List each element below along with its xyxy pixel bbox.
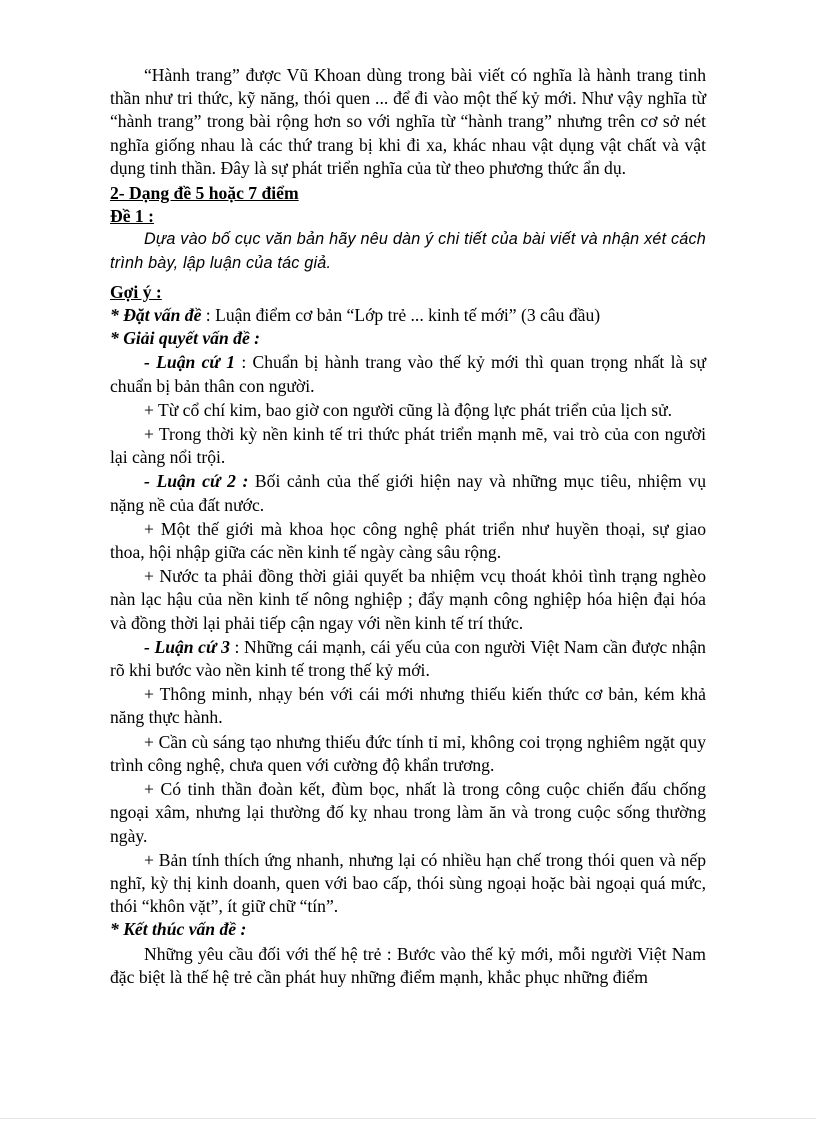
intro-point-label: * Đặt vấn đề: [110, 305, 202, 326]
argument-2: [110, 470, 706, 516]
intro-point-text: : Luận điểm cơ bản “Lớp trẻ ... kinh tế mới” (3 câu đầu): [201, 305, 601, 326]
hint-heading: Gợi ý :: [110, 281, 162, 302]
body-heading: * Giải quyết vấn đề :: [110, 328, 261, 349]
intro-paragraph: “Hành trang” được Vũ Khoan dùng trong bài viết có nghĩa là hành trang tinh thần như tri thức, kỹ năng, thói quen ... để đi vào một thế kỷ mới. Như vậy nghĩa từ “hành trang” trong bài rộng hơn so với nghĩa từ “hành trang” nhưng trên cơ sở nét nghĩa giống nhau là các thứ trang bị khi đi xa, khác nhau vật dụng vật chất và vật dụng tinh thần. Đây là sự phát triển nghĩa của từ theo phương thức ẩn dụ.: [110, 65, 706, 178]
argument-3: [110, 636, 706, 682]
argument-2-point-2: + Nước ta phải đồng thời giải quyết ba nhiệm vcụ thoát khỏi tình trạng nghèo nàn lạc hậu của nền kinh tế nông nghiệp ; đẩy mạnh công nghiệp hóa hiện đại hóa và đồng thời lại phải tiếp cận ngay với nền kinh tế trí thức.: [110, 566, 706, 633]
document-body: [110, 64, 706, 989]
exercise-title: Đề 1 :: [110, 206, 154, 227]
intro-point: [110, 304, 706, 327]
argument-2-point-1: + Một thế giới mà khoa học công nghệ phát triển như huyền thoại, sự giao thoa, hội nhập giữa các nền kinh tế ngày càng sâu rộng.: [110, 518, 706, 563]
argument-3-point-2: + Cần cù sáng tạo nhưng thiếu đức tính tỉ mỉ, không coi trọng nghiêm ngặt quy trình công nghệ, chưa quen với cường độ khẩn trương.: [110, 731, 706, 775]
conclusion-text: Những yêu cầu đối với thế hệ trẻ : Bước vào thế kỷ mới, mỗi người Việt Nam đặc biệt là thế hệ trẻ cần phát huy những điểm mạnh, khắc phục những điểm: [110, 943, 706, 987]
section-title: 2- Dạng đề 5 hoặc 7 điểm: [110, 183, 299, 204]
exercise-prompt: Dựa vào bố cục văn bản hãy nêu dàn ý chi tiết của bài viết và nhận xét cách trình bày, lập luận của tác giả.: [110, 230, 706, 272]
argument-3-label: - Luận cứ 3: [144, 636, 230, 657]
argument-3-point-1: + Thông minh, nhạy bén với cái mới nhưng thiếu kiến thức cơ bản, kém khả năng thực hành.: [110, 684, 706, 728]
argument-3-text: : Những cái mạnh, cái yếu của con người Việt Nam cần được nhận rõ khi bước vào nền kinh tế trong thế kỷ mới.: [110, 636, 706, 681]
argument-3-point-4: + Bản tính thích ứng nhanh, nhưng lại có nhiều hạn chế trong thói quen và nếp nghĩ, kỳ thị kinh doanh, quen với bao cấp, thói sùng ngoại hoặc bài ngoại quá mức, thói “khôn vặt”, ít giữ chữ “tín”.: [110, 849, 706, 917]
argument-1-text: : Chuẩn bị hành trang vào thế kỷ mới thì quan trọng nhất là sự chuẩn bị bản thân con người.: [110, 352, 706, 396]
page-bottom-edge: [0, 1118, 816, 1119]
argument-1-point-2: + Trong thời kỳ nền kinh tế tri thức phát triển mạnh mẽ, vai trò của con người lại càng nổi trội.: [110, 424, 706, 468]
argument-3-point-3: + Có tinh thần đoàn kết, đùm bọc, nhất là trong công cuộc chiến đấu chống ngoại xâm, nhưng lại thường đố kỵ nhau trong làm ăn và trong cuộc sống thường ngày.: [110, 779, 706, 846]
argument-2-text: Bối cảnh của thế giới hiện nay và những mục tiêu, nhiệm vụ nặng nề của đất nước.: [110, 471, 707, 515]
conclusion-heading: * Kết thúc vấn đề :: [110, 919, 247, 940]
argument-1: [110, 351, 706, 397]
argument-1-point-1: + Từ cổ chí kim, bao giờ con người cũng là động lực phát triển của lịch sử.: [144, 399, 673, 420]
argument-2-label: - Luận cứ 2 :: [144, 471, 249, 492]
argument-1-label: - Luận cứ 1: [144, 352, 236, 373]
